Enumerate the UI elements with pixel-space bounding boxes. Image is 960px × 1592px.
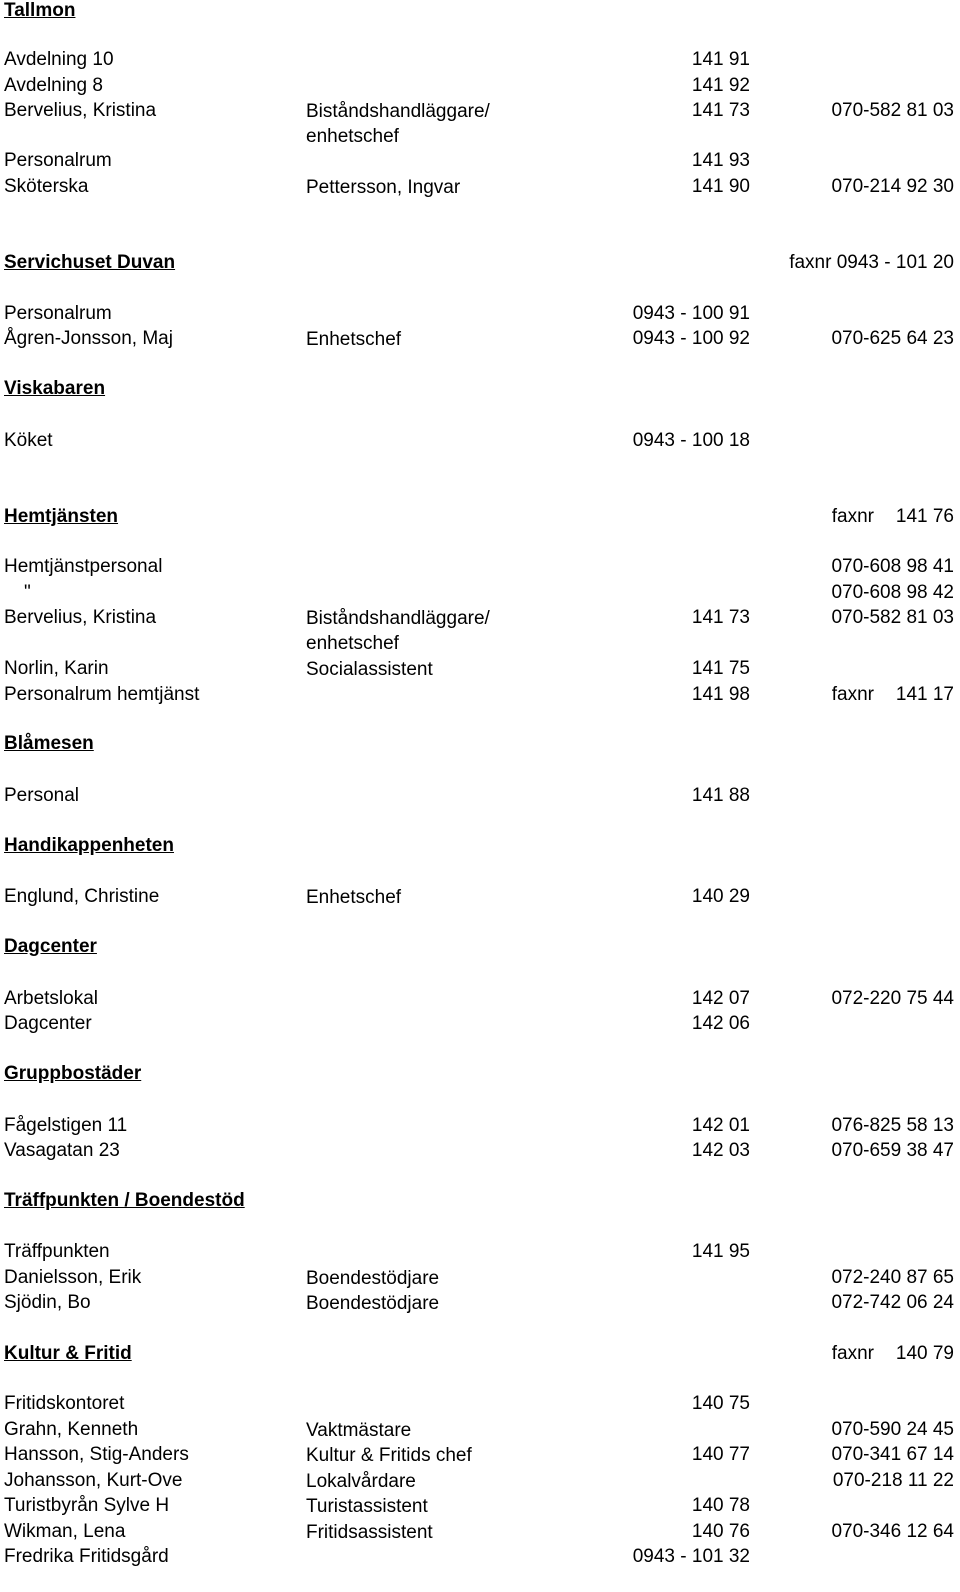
- entry-extension: 0943 - 100 92: [632, 328, 750, 349]
- entry-mobile: 070-590 24 45: [831, 1419, 954, 1440]
- entry-name: Danielsson, Erik: [4, 1267, 142, 1288]
- entry-name: Personalrum: [4, 303, 112, 324]
- entry-extension: 141 93: [691, 150, 750, 171]
- fax-number: 141 76: [895, 506, 954, 527]
- entry-name: Turistbyrån Sylve H: [4, 1495, 170, 1516]
- entry-extension: 142 06: [691, 1013, 750, 1034]
- entry-role: Boendestödjare: [306, 1293, 440, 1314]
- table-row: [0, 1139, 960, 1163]
- entry-extension: 141 73: [691, 100, 750, 121]
- table-row: [0, 48, 960, 72]
- table-row: [0, 555, 960, 579]
- table-row: [0, 99, 960, 147]
- entry-extension: 141 75: [691, 658, 750, 679]
- entry-extension: 140 78: [691, 1495, 750, 1516]
- entry-mobile: 070-659 38 47: [831, 1140, 954, 1161]
- entry-name: Fredrika Fritidsgård: [4, 1546, 169, 1567]
- table-row: [0, 1443, 960, 1467]
- entry-extension: 141 91: [691, 49, 750, 70]
- table-row: [0, 683, 960, 707]
- table-row: [0, 429, 960, 453]
- table-row: [0, 784, 960, 808]
- entry-name: Englund, Christine: [4, 886, 160, 907]
- entry-mobile: 072-240 87 65: [831, 1267, 954, 1288]
- entry-extension: 0943 - 100 91: [632, 303, 750, 324]
- entry-role: Biståndshandläggare/ enhetschef: [306, 101, 490, 147]
- entry-name: Personalrum: [4, 150, 112, 171]
- table-row: [0, 149, 960, 173]
- entry-mobile: 070-625 64 23: [831, 328, 954, 349]
- entry-name: Sjödin, Bo: [4, 1292, 91, 1313]
- entry-name: Avdelning 8: [4, 75, 103, 96]
- fax-label: faxnr: [831, 684, 874, 705]
- entry-name: Köket: [4, 430, 53, 451]
- entry-mobile: 070-582 81 03: [831, 607, 954, 628]
- entry-extension: 141 95: [691, 1241, 750, 1262]
- entry-name: Hansson, Stig-Anders: [4, 1444, 189, 1465]
- table-row: [0, 1291, 960, 1315]
- entry-name: Bervelius, Kristina: [4, 607, 157, 628]
- entry-mobile: 070-582 81 03: [831, 100, 954, 121]
- table-row: [0, 1114, 960, 1138]
- table-row: [0, 606, 960, 654]
- entry-name: Fågelstigen 11: [4, 1115, 128, 1136]
- entry-role: Enhetschef: [306, 329, 402, 350]
- table-row: [0, 1418, 960, 1442]
- entry-name: Fritidskontoret: [4, 1393, 125, 1414]
- entry-mobile: 070-218 11 22: [832, 1470, 954, 1491]
- entry-role: Fritidsassistent: [306, 1522, 433, 1543]
- section-title-kultur: Kultur & Fritid: [4, 1343, 132, 1364]
- entry-role: Boendestödjare: [306, 1268, 440, 1289]
- entry-extension: 142 01: [691, 1115, 750, 1136]
- entry-name: Vasagatan 23: [4, 1140, 120, 1161]
- entry-role: Turistassistent: [306, 1496, 428, 1517]
- entry-role: Lokalvårdare: [306, 1471, 416, 1492]
- fax-label: faxnr: [831, 506, 874, 527]
- entry-extension: 141 73: [691, 607, 750, 628]
- table-row: [0, 1494, 960, 1518]
- section-header-row: [0, 505, 960, 529]
- table-row: [0, 327, 960, 351]
- section-title-handikapp: Handikappenheten: [4, 835, 174, 856]
- entry-mobile: 070-346 12 64: [831, 1521, 954, 1542]
- table-row: [0, 302, 960, 326]
- entry-name: Personalrum hemtjänst: [4, 684, 200, 705]
- fax-number: 141 17: [895, 684, 954, 705]
- table-row: [0, 885, 960, 909]
- table-row: [0, 1266, 960, 1290]
- table-row: [0, 1469, 960, 1493]
- entry-mobile: 072-742 06 24: [831, 1292, 954, 1313]
- entry-name: Sköterska: [4, 176, 89, 197]
- entry-role: Enhetschef: [306, 887, 402, 908]
- table-row: [0, 1240, 960, 1264]
- entry-name: Arbetslokal: [4, 988, 98, 1009]
- ditto-mark: ": [24, 582, 31, 603]
- entry-role: Kultur & Fritids chef: [306, 1445, 472, 1466]
- section-title-servichuset: Servichuset Duvan: [4, 252, 176, 273]
- entry-extension: 0943 - 100 18: [632, 430, 750, 451]
- section-title-hemtjansten: Hemtjänsten: [4, 506, 119, 527]
- entry-extension: 140 76: [691, 1521, 750, 1542]
- entry-name: Hemtjänstpersonal: [4, 556, 163, 577]
- entry-name: Wikman, Lena: [4, 1521, 126, 1542]
- fax-label: faxnr: [831, 1343, 874, 1364]
- entry-mobile: 072-220 75 44: [831, 988, 954, 1009]
- entry-name: Ågren-Jonsson, Maj: [4, 328, 173, 349]
- table-row: [0, 1012, 960, 1036]
- entry-name: Bervelius, Kristina: [4, 100, 157, 121]
- entry-role: Socialassistent: [306, 659, 433, 680]
- section-title-tallmon: Tallmon: [4, 0, 76, 21]
- section-title-dagcenter: Dagcenter: [4, 936, 97, 957]
- entry-mobile: 070-608 98 42: [831, 582, 954, 603]
- table-row: [0, 1520, 960, 1544]
- fax-number: 140 79: [895, 1343, 954, 1364]
- table-row: [0, 987, 960, 1011]
- entry-name: Dagcenter: [4, 1013, 92, 1034]
- entry-mobile: 070-608 98 41: [831, 556, 954, 577]
- entry-extension: 140 29: [691, 886, 750, 907]
- entry-name: Personal: [4, 785, 79, 806]
- section-title-viskabaren: Viskabaren: [4, 378, 106, 399]
- entry-extension: 140 75: [691, 1393, 750, 1414]
- entry-mobile: 076-825 58 13: [831, 1115, 954, 1136]
- section-title-traffpunkten: Träffpunkten / Boendestöd: [4, 1190, 245, 1211]
- entry-mobile: 070-341 67 14: [831, 1444, 954, 1465]
- table-row: [0, 74, 960, 98]
- entry-name: Norlin, Karin: [4, 658, 109, 679]
- table-row: [0, 1545, 960, 1569]
- table-row: [0, 581, 960, 605]
- entry-name: Johansson, Kurt-Ove: [4, 1470, 183, 1491]
- table-row: [0, 657, 960, 681]
- entry-extension: 140 77: [691, 1444, 750, 1465]
- entry-extension: 141 88: [691, 785, 750, 806]
- entry-extension: 141 98: [691, 684, 750, 705]
- entry-extension: 0943 - 101 32: [632, 1546, 750, 1567]
- entry-extension: 141 92: [691, 75, 750, 96]
- entry-extension: 142 07: [691, 988, 750, 1009]
- entry-extension: 141 90: [691, 176, 750, 197]
- section-header-row: [0, 1342, 960, 1366]
- entry-role: Pettersson, Ingvar: [306, 177, 461, 198]
- entry-name: Avdelning 10: [4, 49, 114, 70]
- entry-role: Biståndshandläggare/ enhetschef: [306, 608, 490, 654]
- table-row: [0, 1392, 960, 1416]
- entry-name: Träffpunkten: [4, 1241, 110, 1262]
- section-header-row: [0, 251, 960, 275]
- table-row: [0, 175, 960, 199]
- section-title-blamesen: Blåmesen: [4, 733, 94, 754]
- entry-mobile: 070-214 92 30: [831, 176, 954, 197]
- fax-number: faxnr 0943 - 101 20: [789, 252, 954, 273]
- entry-extension: 142 03: [691, 1140, 750, 1161]
- section-title-gruppbostader: Gruppbostäder: [4, 1063, 142, 1084]
- entry-role: Vaktmästare: [306, 1420, 412, 1441]
- entry-name: Grahn, Kenneth: [4, 1419, 139, 1440]
